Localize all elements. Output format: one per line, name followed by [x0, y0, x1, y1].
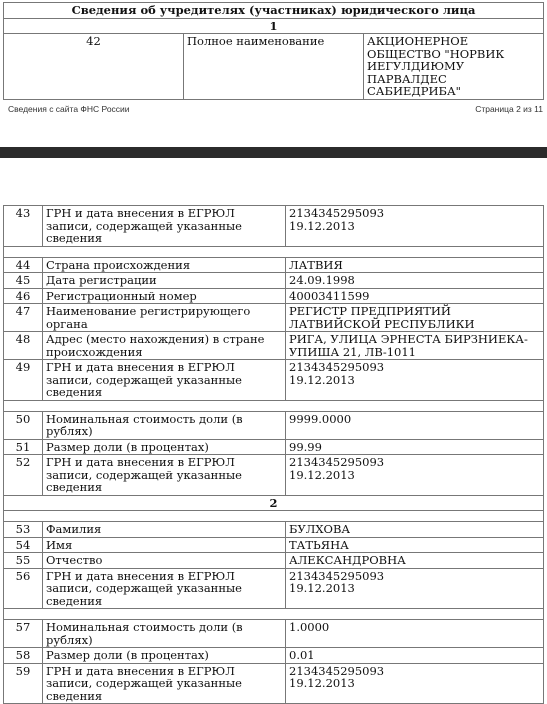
- page-separator: [0, 147, 547, 158]
- table-row: [4, 620, 544, 648]
- row-number: 45: [4, 273, 43, 289]
- table-row: [4, 257, 544, 273]
- row-number: 44: [4, 257, 43, 273]
- row-value: 0.01: [286, 648, 544, 664]
- table-row: [4, 206, 544, 247]
- footer-page-number: Страница 2 из 11: [475, 104, 543, 114]
- row-value: 99.99: [286, 439, 544, 455]
- page-2-fragment: [0, 205, 547, 704]
- founders-table-page2: [3, 205, 544, 704]
- table-row: [4, 332, 544, 360]
- group-number-row: [4, 495, 544, 511]
- row-label: Размер доли (в процентах): [43, 439, 286, 455]
- row-number: 54: [4, 537, 43, 553]
- spacer-cell: [4, 400, 544, 411]
- row-number: 42: [4, 34, 184, 100]
- footer-source: Сведения с сайта ФНС России: [8, 104, 130, 114]
- spacer-row: [4, 400, 544, 411]
- table-row: [4, 288, 544, 304]
- row-number: 57: [4, 620, 43, 648]
- row-number: 55: [4, 553, 43, 569]
- table-row: [4, 34, 544, 100]
- table-row: [4, 537, 544, 553]
- row-label: Дата регистрации: [43, 273, 286, 289]
- row-number: 43: [4, 206, 43, 247]
- table-row: [4, 522, 544, 538]
- row-value: РИГА, УЛИЦА ЭРНЕСТА БИРЗНИЕКА-УПИША 21, ЛВ-1011: [286, 332, 544, 360]
- table-row: [4, 553, 544, 569]
- group-number: 2: [4, 495, 544, 511]
- row-value: АЛЕКСАНДРОВНА: [286, 553, 544, 569]
- row-label: Отчество: [43, 553, 286, 569]
- row-value: ЛАТВИЯ: [286, 257, 544, 273]
- group-number: 1: [4, 18, 544, 34]
- group-number-row: [4, 18, 544, 34]
- row-value: 2134345295093 19.12.2013: [286, 206, 544, 247]
- page-1-fragment: [0, 2, 547, 100]
- section-title: Сведения об учредителях (участниках) юридического лица: [4, 3, 544, 19]
- table-row: [4, 568, 544, 609]
- table-row: [4, 663, 544, 704]
- row-label: Наименование регистрирующего органа: [43, 304, 286, 332]
- table-row: [4, 455, 544, 496]
- table-row: [4, 411, 544, 439]
- row-label: ГРН и дата внесения в ЕГРЮЛ записи, содержащей указанные сведения: [43, 663, 286, 704]
- row-label: ГРН и дата внесения в ЕГРЮЛ записи, содержащей указанные сведения: [43, 206, 286, 247]
- row-label: ГРН и дата внесения в ЕГРЮЛ записи, содержащей указанные сведения: [43, 455, 286, 496]
- row-number: 56: [4, 568, 43, 609]
- row-value: 2134345295093 19.12.2013: [286, 360, 544, 401]
- row-value: 2134345295093 19.12.2013: [286, 663, 544, 704]
- row-number: 49: [4, 360, 43, 401]
- table-row: [4, 273, 544, 289]
- row-value: 9999.0000: [286, 411, 544, 439]
- spacer-row: [4, 609, 544, 620]
- spacer-cell: [4, 511, 544, 522]
- row-value: БУЛХОВА: [286, 522, 544, 538]
- table-row: [4, 648, 544, 664]
- row-number: 52: [4, 455, 43, 496]
- row-number: 51: [4, 439, 43, 455]
- row-label: ГРН и дата внесения в ЕГРЮЛ записи, содержащей указанные сведения: [43, 568, 286, 609]
- row-number: 59: [4, 663, 43, 704]
- table-row: [4, 439, 544, 455]
- row-label: Номинальная стоимость доли (в рублях): [43, 411, 286, 439]
- row-value: АКЦИОНЕРНОЕ ОБЩЕСТВО "НОРВИК ИЕГУЛДИЮМУ ПАРВАЛДЕС САБИЕДРИБА": [364, 34, 544, 100]
- row-value: 2134345295093 19.12.2013: [286, 568, 544, 609]
- spacer-cell: [4, 609, 544, 620]
- row-number: 58: [4, 648, 43, 664]
- table-row: [4, 304, 544, 332]
- row-label: Регистрационный номер: [43, 288, 286, 304]
- row-value: РЕГИСТР ПРЕДПРИЯТИЙ ЛАТВИЙСКОЙ РЕСПУБЛИКИ: [286, 304, 544, 332]
- row-label: ГРН и дата внесения в ЕГРЮЛ записи, содержащей указанные сведения: [43, 360, 286, 401]
- section-title-row: [4, 3, 544, 19]
- row-label: Фамилия: [43, 522, 286, 538]
- row-number: 48: [4, 332, 43, 360]
- row-label: Номинальная стоимость доли (в рублях): [43, 620, 286, 648]
- row-value: 2134345295093 19.12.2013: [286, 455, 544, 496]
- row-number: 47: [4, 304, 43, 332]
- row-number: 46: [4, 288, 43, 304]
- row-number: 53: [4, 522, 43, 538]
- row-label: Имя: [43, 537, 286, 553]
- row-value: 40003411599: [286, 288, 544, 304]
- spacer-cell: [4, 246, 544, 257]
- row-label: Полное наименование: [184, 34, 364, 100]
- row-value: ТАТЬЯНА: [286, 537, 544, 553]
- spacer-row: [4, 511, 544, 522]
- row-label: Страна происхождения: [43, 257, 286, 273]
- row-label: Размер доли (в процентах): [43, 648, 286, 664]
- row-number: 50: [4, 411, 43, 439]
- spacer-row: [4, 246, 544, 257]
- row-value: 1.0000: [286, 620, 544, 648]
- row-label: Адрес (место нахождения) в стране происхождения: [43, 332, 286, 360]
- row-value: 24.09.1998: [286, 273, 544, 289]
- founders-table-page1: [3, 2, 544, 100]
- table-row: [4, 360, 544, 401]
